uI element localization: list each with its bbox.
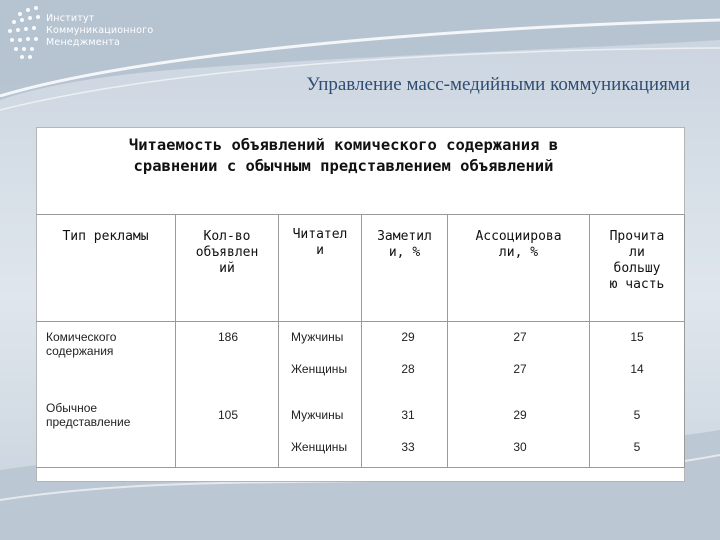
header-readers-line-2: и: [316, 243, 324, 258]
header-read-most-line-2: ли: [629, 245, 645, 260]
group-type: [46, 330, 116, 358]
group-type-line-2: представление: [46, 415, 131, 429]
header-count-line-2: объявлен: [195, 245, 259, 260]
row-read-most: 15: [630, 330, 644, 344]
row-associated: 27: [513, 330, 527, 344]
header-type-text: Тип рекламы: [62, 229, 149, 244]
header-read-most: [590, 229, 684, 293]
header-read-most-line-4: ю часть: [609, 277, 665, 292]
logo-line-1: Институт: [46, 13, 95, 24]
table-title-line-1: Читаемость объявлений комического содержания в: [128, 136, 559, 154]
row-noticed: 31: [401, 408, 415, 422]
row-associated: 27: [513, 362, 527, 376]
header-noticed: [362, 229, 447, 261]
institute-logo: [46, 13, 153, 49]
row-associated: 30: [513, 440, 527, 454]
header-associated: [448, 229, 589, 261]
logo-line-3: Менеджмента: [46, 37, 121, 48]
row-associated: 29: [513, 408, 527, 422]
header-associated-line-1: Ассоциирова: [475, 229, 562, 244]
row-read-most: 5: [633, 408, 641, 422]
row-noticed: 33: [401, 440, 415, 454]
header-read-most-line-3: большу: [613, 261, 661, 276]
row-noticed: 29: [401, 330, 415, 344]
rule-table-bottom: [36, 467, 685, 468]
header-associated-line-2: ли, %: [498, 245, 539, 260]
group-count: 186: [217, 330, 239, 344]
header-noticed-line-1: Заметил: [377, 229, 432, 244]
header-read-most-line-1: Прочита: [609, 229, 665, 244]
table-title-line-2: сравнении с обычным представлением объявлений: [133, 157, 554, 175]
logo-line-2: Коммуникационного: [46, 25, 154, 36]
group-type: [46, 401, 130, 429]
row-read-most: 5: [633, 440, 641, 454]
header-count: [176, 229, 278, 277]
row-readers: Женщины: [291, 362, 348, 376]
row-readers: Женщины: [291, 440, 348, 454]
row-noticed: 28: [401, 362, 415, 376]
table-title: [36, 135, 651, 177]
header-readers-line-1: Читател: [292, 227, 348, 242]
header-count-line-3: ий: [219, 261, 235, 276]
row-readers: Мужчины: [291, 330, 344, 344]
group-count: 105: [217, 408, 239, 422]
header-type: [36, 229, 175, 245]
row-readers: Мужчины: [291, 408, 344, 422]
header-count-line-1: Кол-во: [203, 229, 251, 244]
group-type-line-1: Комического: [46, 330, 117, 344]
rule-col-right: [684, 214, 685, 467]
group-type-line-1: Обычное: [46, 401, 98, 415]
header-readers: [279, 227, 361, 259]
header-noticed-line-2: и, %: [388, 245, 421, 260]
group-type-line-2: содержания: [46, 344, 114, 358]
slide-title: Управление масс-медийными коммуникациями: [306, 74, 690, 95]
row-read-most: 14: [630, 362, 644, 376]
